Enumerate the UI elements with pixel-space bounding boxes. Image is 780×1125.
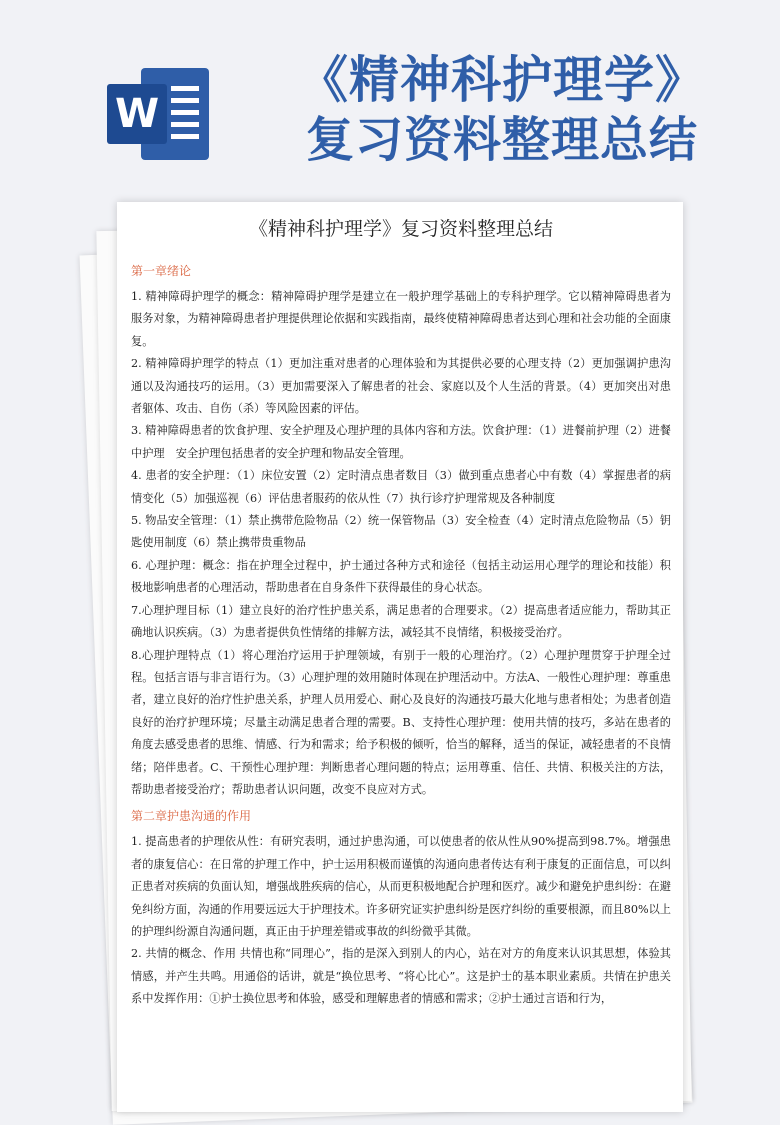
document-page	[117, 202, 683, 1112]
banner-title	[232, 50, 772, 170]
chapter-heading: 第二章护患沟通的作用	[131, 809, 252, 824]
paragraph: 4. 患者的安全护理：（1）床位安置（2）定时清点患者数目（3）做到重点患者心中有数（4）掌握患者的病情变化（5）加强巡视（6）评估患者服药的依从性（7）执行诊疗护理常规及各种制度	[131, 469, 671, 505]
paragraph: 1. 提高患者的护理依从性：有研究表明，通过护患沟通，可以使患者的依从性从90%提高到98.7%。增强患者的康复信心：在日常的护理工作中，护士运用积极而谨慎的沟通向患者传达有利于康复的正面信息，可以纠正患者对疾病的负面认知，增强战胜疾病的信心，从而更积极地配合护理和医疗。减少和避免护患纠纷：在避免纠纷方面，沟通的作用要远远大于护理技术。许多研究证实护患纠纷是医疗纠纷的重要根源，而且80%以上的护理纠纷源自沟通问题，真正由于护理差错或事故的纠纷微乎其微。	[131, 835, 671, 938]
document-title: 《精神科护理学》复习资料整理总结	[248, 218, 553, 240]
paragraph: 6. 心理护理：概念：指在护理全过程中，护士通过各种方式和途径（包括主动运用心理学的理论和技能）积极地影响患者的心理活动，帮助患者在自身条件下获得最佳的身心状态。	[131, 558, 671, 595]
banner-title-line-2: 复习资料整理总结	[305, 112, 698, 168]
banner	[0, 0, 780, 200]
paragraph: 3. 精神障碍患者的饮食护理、安全护理及心理护理的具体内容和方法。饮食护理：（1）进餐前护理（2）进餐中护理 安全护理包括患者的安全护理和物品安全管理。	[131, 424, 671, 460]
chapter-heading: 第一章绪论	[131, 264, 192, 278]
paragraph: 5. 物品安全管理：（1）禁止携带危险物品（2）统一保管物品（3）安全检查（4）定时清点危险物品（5）钥匙使用制度（6）禁止携带贵重物品	[131, 514, 671, 550]
paragraph: 2. 共情的概念、作用 共情也称“同理心”，指的是深入到别人的内心，站在对方的角度来认识其思想，体验其情感，并产生共鸣。用通俗的话讲，就是“换位思考、“将心比心”。这是护士的基本职业素质。共情在护患关系中发挥作用：①护士换位思考和体验，感受和理解患者的情感和需求；②护士通过言语和行为，	[131, 947, 671, 1006]
word-letter-badge: W	[107, 84, 167, 144]
word-document-icon	[107, 68, 211, 160]
banner-title-line-1: 《精神科护理学》	[298, 51, 706, 109]
paragraph: 7.心理护理目标（1）建立良好的治疗性护患关系，满足患者的合理要求。（2）提高患者适应能力，帮助其正确地认识疾病。（3）为患者提供负性情绪的排解方法，减轻其不良情绪，积极接受治疗。	[131, 603, 671, 640]
paragraph: 8.心理护理特点（1）将心理治疗运用于护理领域，有别于一般的心理治疗。（2）心理护理贯穿于护理全过程。包括言语与非言语行为。（3）心理护理的效用随时体现在护理活动中。方法A、一般性心理护理：尊重患者，建立良好的治疗性护患关系，护理人员用爱心、耐心及良好的沟通技巧最大化地与患者相处；为患者创造良好的治疗护理环境；尽量主动满足患者合理的需要。B、支持性心理护理：使用共情的技巧，多站在患者的角度去感受患者的思维、情感、行为和需求；给予积极的倾听，恰当的解释，适当的保证，减轻患者的不良情绪；陪伴患者。C、干预性心理护理：判断患者心理问题的特点；运用尊重、信任、共情、积极关注的方法，帮助患者接受治疗；帮助患者认识问题，改变不良应对方式。	[131, 648, 671, 796]
paragraph: 2. 精神障碍护理学的特点（1）更加注重对患者的心理体验和为其提供必要的心理支持（2）更加强调护患沟通以及沟通技巧的运用。（3）更加需要深入了解患者的社会、家庭以及个人生活的背景。（4）更加突出对患者躯体、攻击、自伤（杀）等风险因素的评估。	[131, 357, 671, 416]
paragraph: 1. 精神障碍护理学的概念：精神障碍护理学是建立在一般护理学基础上的专科护理学。它以精神障碍患者为服务对象，为精神障碍患者护理提供理论依据和实践指南，最终使精神障碍患者达到心理和社会功能的全面康复。	[131, 290, 671, 348]
